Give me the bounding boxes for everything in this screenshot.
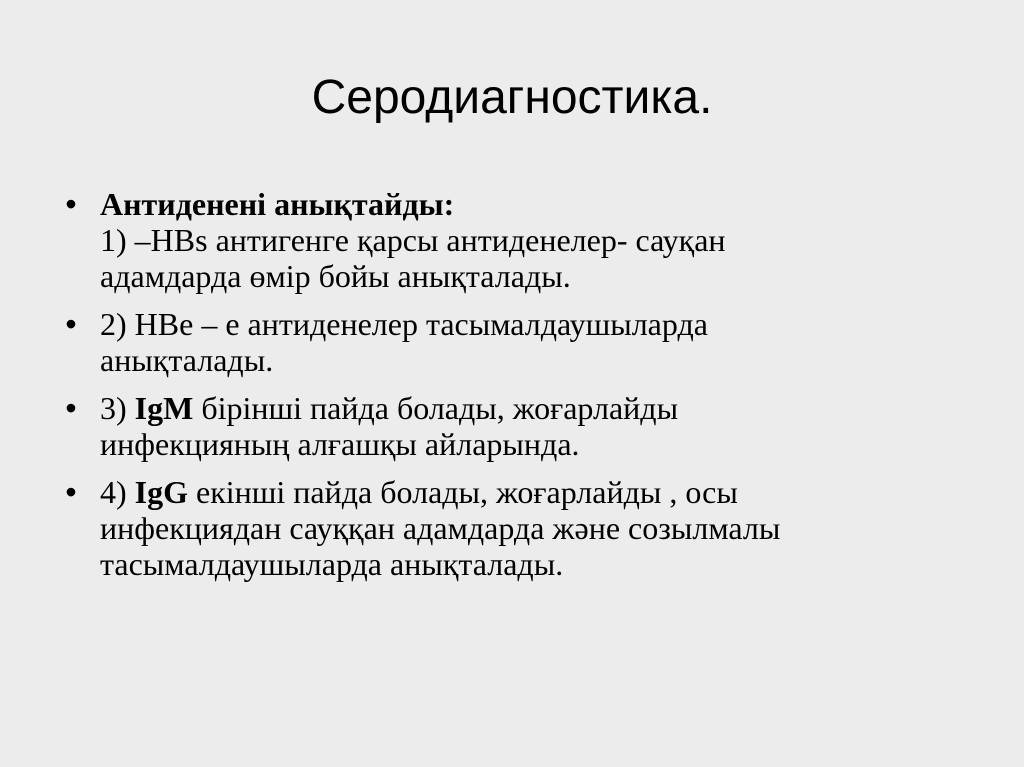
bullet-text-line: анықталады. [100,342,274,378]
bullet-heading: Антиденені анықтайды: [100,186,455,222]
bullet-text-line: инфекциядан сауққан адамдарда және созылмалы [100,510,781,546]
bullet-text-line: тасымалдаушыларда анықталады. [100,546,564,582]
bullet-text-line: 1) –HBs антигенге қарсы антиденелер- сауқан [100,222,726,258]
slide-title: Серодиагностика. [311,71,713,124]
bullet-text-line: адамдарда өмір бойы анықталады. [100,258,571,294]
bullet-item-1 [56,186,936,294]
bullet-item-3 [56,390,936,462]
bullet-text-line [100,474,936,510]
bullet-marker: • [65,390,77,426]
bullet-item-2 [56,306,936,378]
bullet-text-line: инфекцияның алғашқы айларында. [100,426,580,462]
bullet-rest: бірінші пайда болады, жоғарлайды [193,390,679,426]
bullet-marker: • [65,474,77,510]
bullet-prefix: 4) [100,474,135,510]
bullet-marker: • [65,186,77,222]
bullet-rest: екінші пайда болады, жоғарлайды , осы [188,474,738,510]
bullet-bold-term: IgM [134,390,194,426]
bullet-prefix: 3) [100,390,135,426]
bullet-marker: • [65,306,77,342]
bullet-bold-term: IgG [134,474,188,510]
bullet-list [56,186,936,594]
bullet-text-line: 2) HBe – е антиденелер тасымалдаушыларда [100,306,708,342]
bullet-text-line [100,390,936,426]
bullet-item-4 [56,474,936,582]
